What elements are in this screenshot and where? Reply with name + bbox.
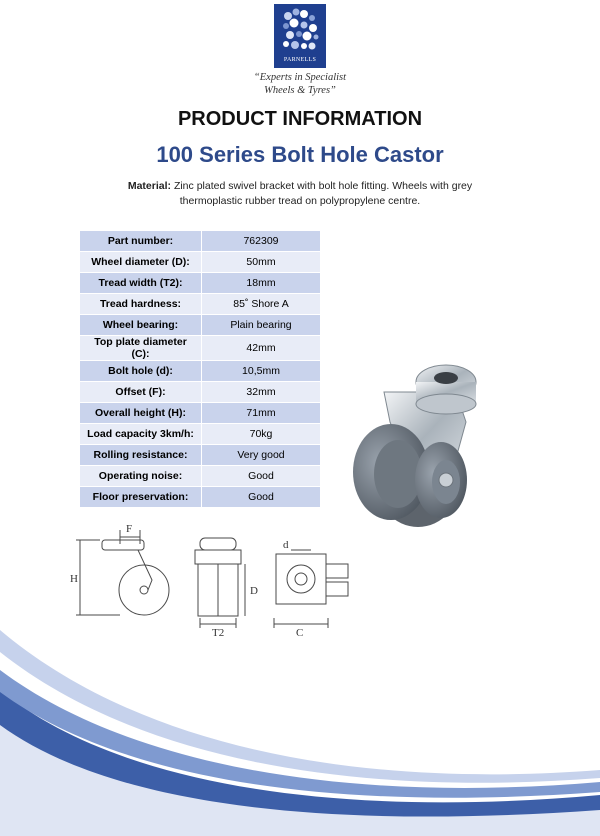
castor-product-image — [346, 352, 506, 527]
table-row — [80, 382, 321, 403]
table-row — [80, 336, 321, 361]
spec-table — [79, 230, 321, 508]
decorative-wave — [0, 630, 600, 836]
spec-value: 42mm — [202, 336, 321, 361]
spec-value: Good — [202, 466, 321, 487]
material-text: thermoplastic rubber tread on polypropylene centre. — [179, 195, 421, 207]
table-row — [80, 231, 321, 252]
brand-name: PARNELLS — [283, 57, 317, 63]
section-title: PRODUCT INFORMATION — [177, 108, 423, 130]
drawing-label-plate: C — [296, 627, 304, 639]
material-text: Zinc plated swivel bracket with bolt hole fitting. Wheels with grey — [173, 180, 473, 192]
spec-value: 32mm — [202, 382, 321, 403]
drawing-label-tread: T2 — [212, 627, 225, 639]
table-row — [80, 294, 321, 315]
spec-value: Very good — [202, 445, 321, 466]
spec-value: 762309 — [202, 231, 321, 252]
spec-value: Good — [202, 487, 321, 508]
spec-label: Bolt hole (d): — [80, 361, 202, 382]
table-row — [80, 424, 321, 445]
spec-label: Wheel bearing: — [80, 315, 202, 336]
spec-label: Load capacity 3km/h: — [80, 424, 202, 445]
spec-label: Overall height (H): — [80, 403, 202, 424]
brand-tagline: Wheels & Tyres” — [264, 85, 336, 96]
drawing-label-height: H — [70, 573, 78, 585]
spec-label: Top plate diameter (C): — [80, 336, 202, 361]
drawing-label-offset: F — [126, 523, 133, 535]
spec-label: Rolling resistance: — [80, 445, 202, 466]
material-label: Material: — [127, 180, 172, 192]
table-row — [80, 361, 321, 382]
spec-label: Operating noise: — [80, 466, 202, 487]
spec-label: Part number: — [80, 231, 202, 252]
brand-tagline: “Experts in Specialist — [253, 72, 347, 83]
table-row — [80, 315, 321, 336]
technical-drawings — [60, 520, 390, 640]
table-row — [80, 466, 321, 487]
spec-value: 10,5mm — [202, 361, 321, 382]
spec-value: 70kg — [202, 424, 321, 445]
spec-label: Tread width (T2): — [80, 273, 202, 294]
table-row — [80, 487, 321, 508]
spec-value: 50mm — [202, 252, 321, 273]
table-row — [80, 273, 321, 294]
table-row — [80, 445, 321, 466]
spec-label: Offset (F): — [80, 382, 202, 403]
spec-label: Floor preservation: — [80, 487, 202, 508]
spec-value: 85˚ Shore A — [202, 294, 321, 315]
spec-label: Wheel diameter (D): — [80, 252, 202, 273]
drawing-label-bolt: d — [283, 539, 289, 551]
spec-label: Tread hardness: — [80, 294, 202, 315]
spec-value: 18mm — [202, 273, 321, 294]
table-row — [80, 403, 321, 424]
spec-value: Plain bearing — [202, 315, 321, 336]
table-row — [80, 252, 321, 273]
product-title: 100 Series Bolt Hole Castor — [156, 142, 444, 167]
spec-value: 71mm — [202, 403, 321, 424]
drawing-label-diameter: D — [250, 585, 258, 597]
material-description — [100, 179, 500, 209]
